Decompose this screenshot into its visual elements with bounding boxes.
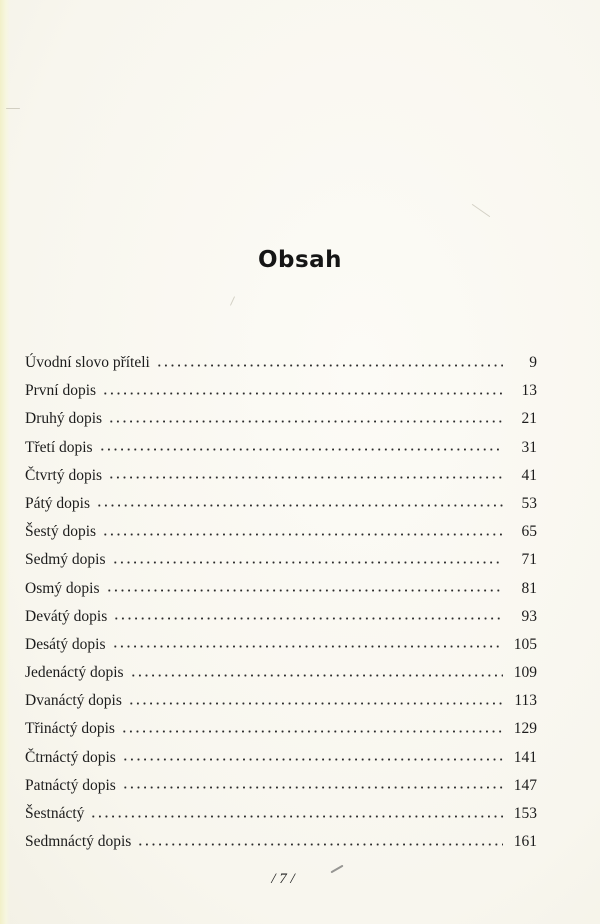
toc-entry-label: Třináctý dopis <box>25 720 115 738</box>
toc-entry <box>25 772 537 800</box>
dot-leader <box>108 409 503 425</box>
toc-entry-label: Sedmý dopis <box>25 551 106 569</box>
toc-entry-label: Desátý dopis <box>25 635 106 653</box>
toc-entry <box>25 828 537 856</box>
paper-fiber <box>472 204 491 217</box>
toc-entry-page: 65 <box>521 523 537 541</box>
toc-entry-page: 153 <box>513 805 537 822</box>
toc-entry-label: Patnáctý dopis <box>25 776 116 794</box>
toc-entry-label: Pátý dopis <box>25 494 91 512</box>
dot-leader <box>156 353 503 369</box>
toc-entry <box>25 575 537 603</box>
toc-entry-page: 105 <box>513 635 537 653</box>
toc-entry-label: Třetí dopis <box>25 438 93 456</box>
dot-leader <box>122 747 503 763</box>
toc-entry <box>25 800 537 828</box>
toc-entry-label: Čtrnáctý dopis <box>25 748 116 766</box>
dot-leader <box>102 522 503 538</box>
toc-entry-label: Čtvrtý dopis <box>25 466 103 484</box>
toc-entry-page: 113 <box>514 692 537 710</box>
page-title: Obsah <box>257 247 343 274</box>
dot-leader <box>113 606 503 622</box>
toc-entry-page: 81 <box>521 579 537 597</box>
toc-entry-page: 21 <box>521 410 537 428</box>
toc-entry-label: První dopis <box>25 382 97 400</box>
toc-entry-page: 161 <box>513 833 537 851</box>
dot-leader <box>112 634 503 650</box>
toc-entry-label: Dvanáctý dopis <box>25 692 122 710</box>
toc-entry <box>25 687 537 715</box>
toc-entry-page: 9 <box>529 354 537 371</box>
dot-leader <box>128 691 503 707</box>
dot-leader <box>108 465 503 481</box>
toc-entry-page: 109 <box>513 664 537 682</box>
page-edge-shadow <box>0 0 10 924</box>
toc-entry-label: Druhý dopis <box>25 410 103 428</box>
table-of-contents <box>25 349 537 856</box>
toc-entry-page: 147 <box>513 776 537 794</box>
toc-entry <box>25 405 537 433</box>
dot-leader <box>99 437 503 453</box>
toc-entry-label: Jedenáctý dopis <box>25 664 124 682</box>
toc-entry <box>25 744 537 772</box>
toc-entry-label: Osmý dopis <box>25 579 100 597</box>
toc-entry-page: 31 <box>521 438 537 456</box>
toc-entry <box>25 518 537 546</box>
dot-leader <box>90 804 503 820</box>
toc-entry <box>25 603 537 631</box>
toc-entry-label: Sedmnáctý dopis <box>25 833 132 851</box>
dot-leader <box>96 493 503 509</box>
toc-entry <box>25 546 537 574</box>
dot-leader <box>130 663 503 679</box>
dot-leader <box>102 381 503 397</box>
toc-entry-label: Úvodní slovo příteli <box>25 354 150 371</box>
toc-entry <box>25 631 537 659</box>
toc-entry <box>25 490 537 518</box>
toc-entry-page: 71 <box>521 551 537 569</box>
toc-entry-page: 93 <box>521 607 537 625</box>
toc-entry <box>25 349 537 377</box>
toc-entry-page: 13 <box>521 382 537 400</box>
toc-entry-page: 53 <box>521 494 537 512</box>
dot-leader <box>121 719 503 735</box>
page-number: / 7 / <box>271 871 295 887</box>
toc-entry-label: Devátý dopis <box>25 607 108 625</box>
dot-leader <box>112 550 503 566</box>
dot-leader <box>137 832 503 848</box>
paper-fiber <box>230 296 235 305</box>
toc-entry-page: 41 <box>521 466 537 484</box>
dot-leader <box>106 578 504 594</box>
toc-entry <box>25 715 537 743</box>
toc-entry-label: Šestnáctý <box>25 805 85 822</box>
dot-leader <box>122 775 503 791</box>
toc-entry-page: 129 <box>513 720 537 738</box>
toc-entry <box>25 434 537 462</box>
toc-entry <box>25 462 537 490</box>
toc-entry <box>25 659 537 687</box>
paper-fiber <box>6 108 20 109</box>
toc-entry-page: 141 <box>513 748 537 766</box>
toc-entry-label: Šestý dopis <box>25 523 97 541</box>
toc-entry <box>25 377 537 405</box>
